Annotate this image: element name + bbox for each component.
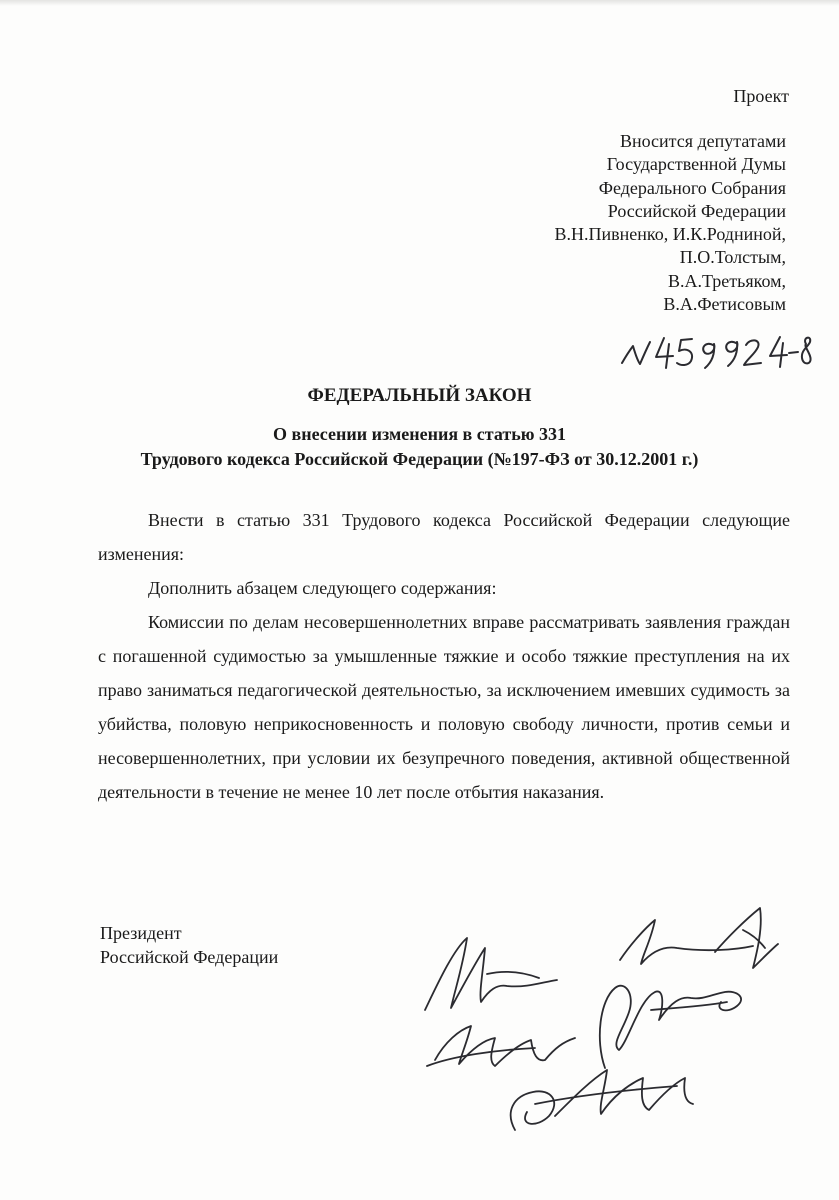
submitter-line: П.О.Толстым, (679, 247, 786, 268)
signature-block (100, 921, 278, 969)
submitter-line: В.А.Фетисовым (663, 294, 786, 315)
subtitle-line: Трудового кодекса Российской Федерации (№197-ФЗ от 30.12.2001 г.) (140, 449, 699, 469)
submitted-by-block (555, 130, 786, 316)
signature-2 (620, 908, 778, 968)
project-label: Проект (733, 86, 789, 106)
submitter-line: Федерального Собрания (598, 177, 786, 198)
body-paragraph: Внести в статью 331 Трудового кодекса Российской Федерации следующие изменения: (98, 510, 790, 564)
submitter-line: Вносится депутатами (619, 131, 786, 151)
subtitle-line: О внесении изменения в статью 331 (273, 424, 566, 444)
signature-1 (425, 938, 557, 1010)
submitter-line: В.А.Третьяком, (667, 270, 786, 291)
signature-3 (600, 986, 741, 1068)
body-paragraph: Комиссии по делам несовершеннолетних вправе рассматривать заявления граждан с погашенной судимостью за умышленные тяжкие и особо тяжкие преступления на их право заниматься педагогической деятельностью, за исключением имевших судимость за убийства, половую неприкосновенность и половую свободу личности, против семьи и несовершеннолетних, при условии их безупречного поведения, активной общественной деятельности в течение не менее 10 лет после отбытия наказания. (98, 612, 790, 802)
signature-5 (511, 1070, 693, 1130)
document-subtitle (0, 422, 839, 472)
submitter-line: В.Н.Пивненко, И.К.Родниной, (554, 224, 786, 245)
scan-edge (0, 0, 839, 6)
submitter-line: Государственной Думы (606, 154, 786, 175)
handwritten-signatures (415, 890, 785, 1150)
signature-4 (427, 1026, 575, 1066)
document-title: ФЕДЕРАЛЬНЫЙ ЗАКОН (307, 385, 532, 406)
document-body (98, 503, 790, 809)
signatory-title: Российской Федерации (100, 947, 279, 967)
signatory-title: Президент (100, 923, 182, 943)
body-paragraph: Дополнить абзацем следующего содержания: (148, 578, 497, 598)
submitter-line: Российской Федерации (607, 200, 786, 221)
handwritten-registration-number (618, 326, 813, 376)
